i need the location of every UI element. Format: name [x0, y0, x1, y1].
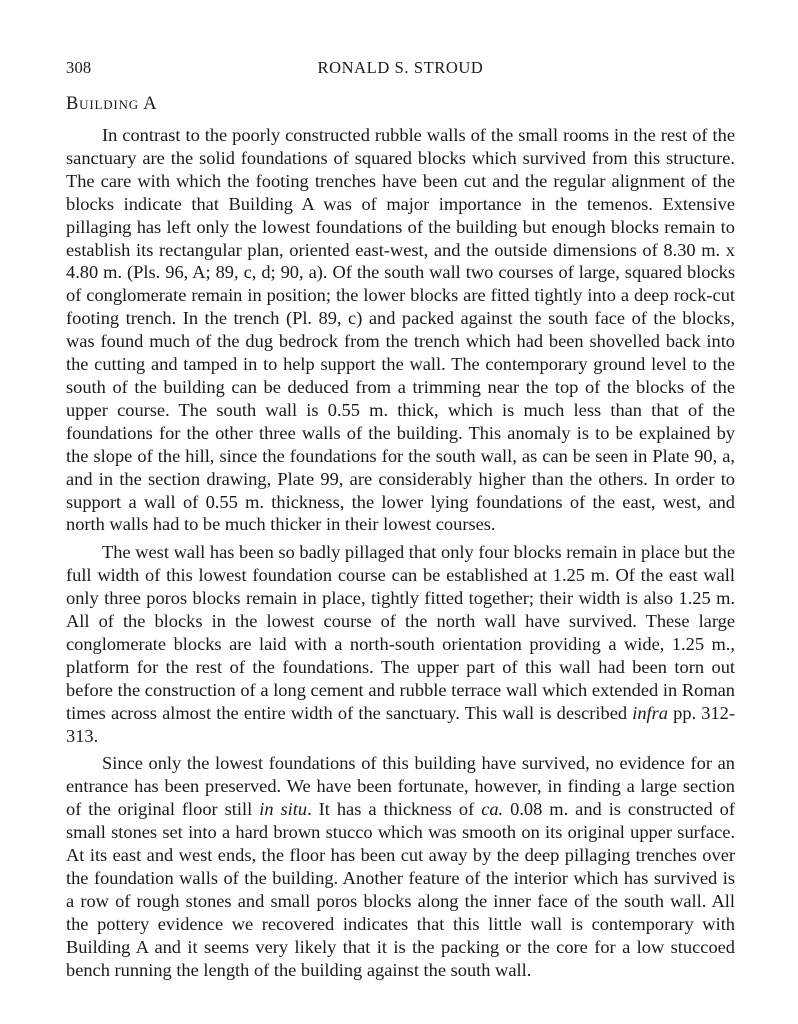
paragraph-2-text: The west wall has been so badly pillaged that only four blocks remain in place but the full width of this lowest foundation course can be established at 1.25 m. Of the east wall only three poros blocks remain in place, tightly fitted together; their width is also 1.25 m. All of the blocks in the lowest course of the north wall have survived. These large conglomerate blocks are laid with a north-south orientation providing a wide, 1.25 m., platform for the rest of the foundations. The upper part of this wall had been torn out before the construction of a long cement and rubble terrace wall which extended in Roman times across almost the entire width of the sanctuary. This wall is described	[66, 542, 735, 723]
paragraph-3	[66, 752, 735, 981]
italic-infra: infra	[632, 702, 669, 723]
page-header	[66, 58, 735, 82]
paragraph-3-text-end: 0.08 m. and is constructed of small stones set into a hard brown stucco which was smooth on its original upper surface. At its east and west ends, the floor has been cut away by the deep pillaging trenches over the foundation walls of the building. Another feature of the interior which has survived is a row of rough stones and small poros blocks along the inner face of the south wall. All the pottery evidence we recovered indicates that this little wall is contemporary with Building A and it seems very likely that it is the packing or the core for a low stuccoed bench running the length of the building against the south wall.	[66, 799, 735, 980]
paragraph-3-text: Since only the lowest foundations of this building have survived, no evidence for an entrance has been preserved. We have been fortunate, however, in finding a large section of the original floor still	[66, 753, 735, 820]
paragraph-2	[66, 541, 735, 747]
paragraph-1-text: In contrast to the poorly constructed rubble walls of the small rooms in the rest of the sanctuary are the solid foundations of squared blocks which survived from this structure. The care with which the footing trenches have been cut and the regular alignment of the blocks indicate that Building A was of major importance in the temenos. Extensive pillaging has left only the lowest foundations of the building but enough blocks remain to establish its rectangular plan, oriented east-west, and the outside dimensions of 8.30 m. x 4.80 m. (Pls. 96, A; 89, c, d; 90, a). Of the south wall two courses of large, squared blocks of conglomerate remain in position; the lower blocks are fitted tightly into a deep rock-cut footing trench. In the trench (Pl. 89, c) and packed against the south face of the blocks, was found much of the dug bedrock from the trench which had been shovelled back into the cutting and tamped in to help support the wall. The contemporary ground level to the south of the building can be deduced from a trimming near the top of the blocks of the upper course. The south wall is 0.55 m. thick, which is much less than that of the foundations for the other three walls of the building. This anomaly is to be explained by the slope of the hill, since the foundations for the south wall, as can be seen in Plate 90, a, and in the section drawing, Plate 99, are considerably higher than the others. In order to support a wall of 0.55 m. thickness, the lower lying foundations of the east, west, and north walls had to be much thicker in their lowest courses.	[66, 125, 735, 535]
italic-ca: ca.	[481, 799, 504, 820]
paragraph-3-text-mid: . It has a thickness of	[307, 799, 482, 820]
italic-in-situ: in situ	[259, 799, 308, 820]
section-heading: Building A	[66, 94, 158, 114]
paragraph-2-text-end: pp. 312-313.	[66, 702, 735, 746]
page-number: 308	[66, 58, 92, 77]
body-text	[66, 124, 735, 982]
paragraph-1	[66, 124, 735, 536]
running-title: RONALD S. STROUD	[317, 58, 484, 77]
